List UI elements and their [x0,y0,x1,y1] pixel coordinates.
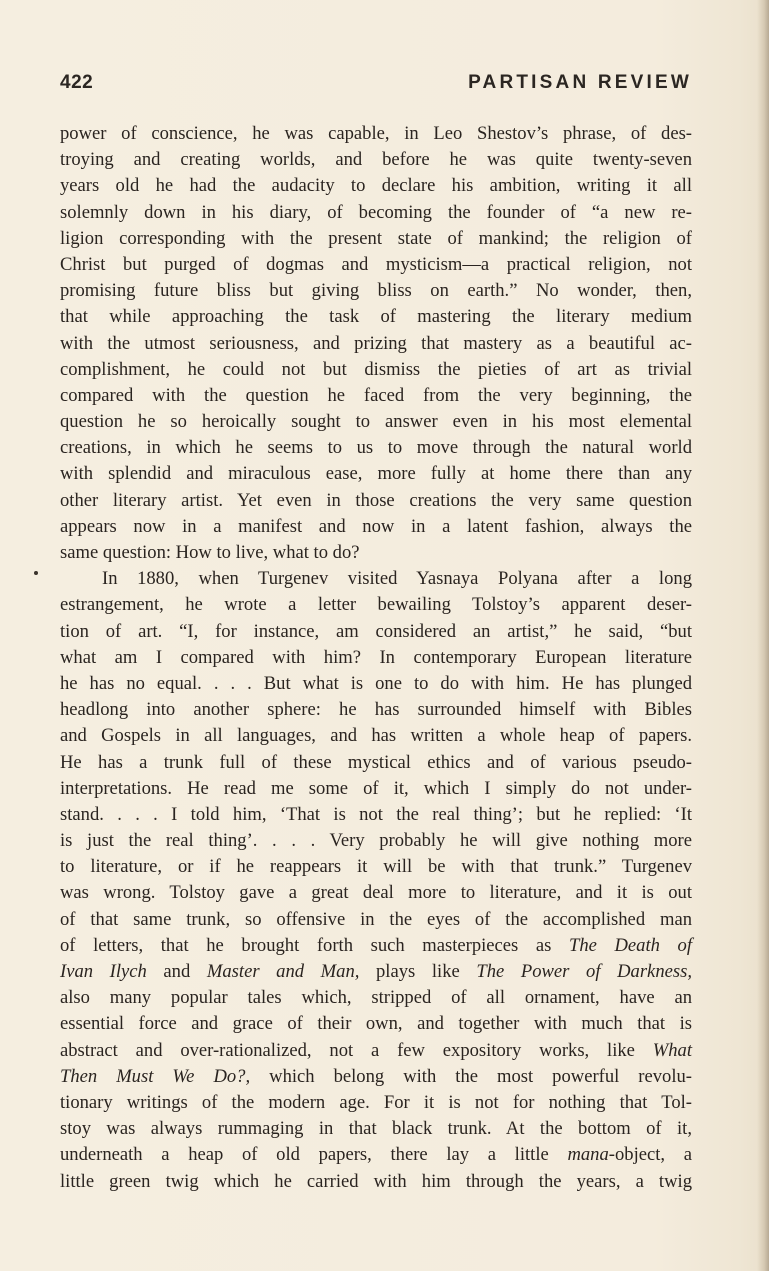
text-line: other literary artist. Yet even in those creations the very same question [60,489,692,511]
text-line: also many popular tales which, stripped of all ornament, have an [60,987,692,1009]
italic-title: What [652,1039,692,1061]
text-line: compared with the question he faced from the very beginning, the [60,384,692,406]
italic-title: Ivan Ilych [60,961,147,982]
text-fragment: -object, a [608,1144,692,1166]
text-line [60,1064,692,1090]
text-line: of that same trunk, so offensive in the eyes of the accomplished man [60,908,692,930]
text-line: troying and creating worlds, and before he was quite twenty-seven [60,149,692,171]
text-fragment: of letters, that he brought forth such masterpieces as [60,934,569,956]
text-line: promising future bliss but giving bliss on earth.” No wonder, then, [60,280,692,302]
margin-dot [34,571,38,575]
text-line: little green twig which he carried with him through the years, a twig [60,1170,692,1192]
text-line: stoy was always rummaging in that black trunk. At the bottom of it, [60,1118,692,1140]
text-line: what am I compared with him? In contemporary European literature [60,646,692,668]
text-line: complishment, he could not but dismiss the pieties of art as trivial [60,358,692,380]
text-line: interpretations. He read me some of it, which I simply do not under- [60,777,692,799]
text-line [60,1142,692,1168]
text-line: ligion corresponding with the present state of mankind; the religion of [60,227,692,249]
text-line: that while approaching the task of mastering the literary medium [60,306,692,328]
running-head: PARTISAN REVIEW [468,72,692,93]
italic-title: Master and Man, [206,961,360,982]
page-header [60,72,692,102]
text-fragment: abstract and over-rationalized, not a few expository works, like [60,1039,653,1061]
text-line: In 1880, when Turgenev visited Yasnaya Polyana after a long [102,568,692,590]
text-line: He has a trunk full of these mystical ethics and of various pseudo- [60,751,692,773]
italic-title: The Death of [569,934,692,956]
text-line: solemnly down in his diary, of becoming the founder of “a new re- [60,201,692,223]
text-fragment: underneath a heap of old papers, there lay a little [60,1144,568,1166]
text-line [60,959,692,985]
text-line: essential force and grace of their own, and together with much that is [60,1013,692,1035]
text-line: appears now in a manifest and now in a latent fashion, always the [60,515,692,537]
text-line: tion of art. “I, for instance, am considered an artist,” he said, “but [60,620,692,642]
text-line: is just the real thing’. . . . Very probably he will give nothing more [60,830,692,852]
text-fragment: plays like [359,961,477,982]
text-line: years old he had the audacity to declare his ambition, writing it all [60,175,692,197]
page-number: 422 [60,72,94,93]
text-line: creations, in which he seems to us to move through the natural world [60,437,692,459]
text-line: to literature, or if he reappears it will be with that trunk.” Turgenev [60,856,692,878]
text-line: power of conscience, he was capable, in Leo Shestov’s phrase, of des- [60,123,692,144]
text-line: he has no equal. . . . But what is one to do with him. He has plunged [60,672,692,694]
text-line: estrangement, he wrote a letter bewailing Tolstoy’s apparent deser- [60,594,692,616]
text-line: headlong into another sphere: he has surrounded himself with Bibles [60,699,692,721]
text-line: stand. . . . I told him, ‘That is not the real thing’; but he replied: ‘It [60,803,692,825]
text-line: with splendid and miraculous ease, more fully at home there than any [60,463,692,485]
text-line: and Gospels in all languages, and has written a whole heap of papers. [60,725,692,747]
italic-word: mana [567,1144,609,1166]
body-text [60,121,692,1195]
text-line: tionary writings of the modern age. For it is not for nothing that Tol- [60,1091,692,1113]
italic-title: Then Must We Do?, [60,1065,251,1087]
text-line: question he so heroically sought to answer even in his most elemental [60,411,692,433]
text-line: same question: How to live, what to do? [60,542,360,563]
text-line: was wrong. Tolstoy gave a great deal more to literature, and it is out [60,882,692,904]
text-line [60,933,692,959]
text-line: Christ but purged of dogmas and mysticism—a practical religion, not [60,253,692,275]
text-line: with the utmost seriousness, and prizing that mastery as a beautiful ac- [60,332,692,354]
text-line [60,1038,692,1064]
text-fragment: and [146,961,207,982]
text-fragment: which belong with the most powerful revolu- [250,1065,692,1087]
page-spine-shadow [757,0,769,1271]
italic-title: The Power of Darkness, [476,961,692,982]
